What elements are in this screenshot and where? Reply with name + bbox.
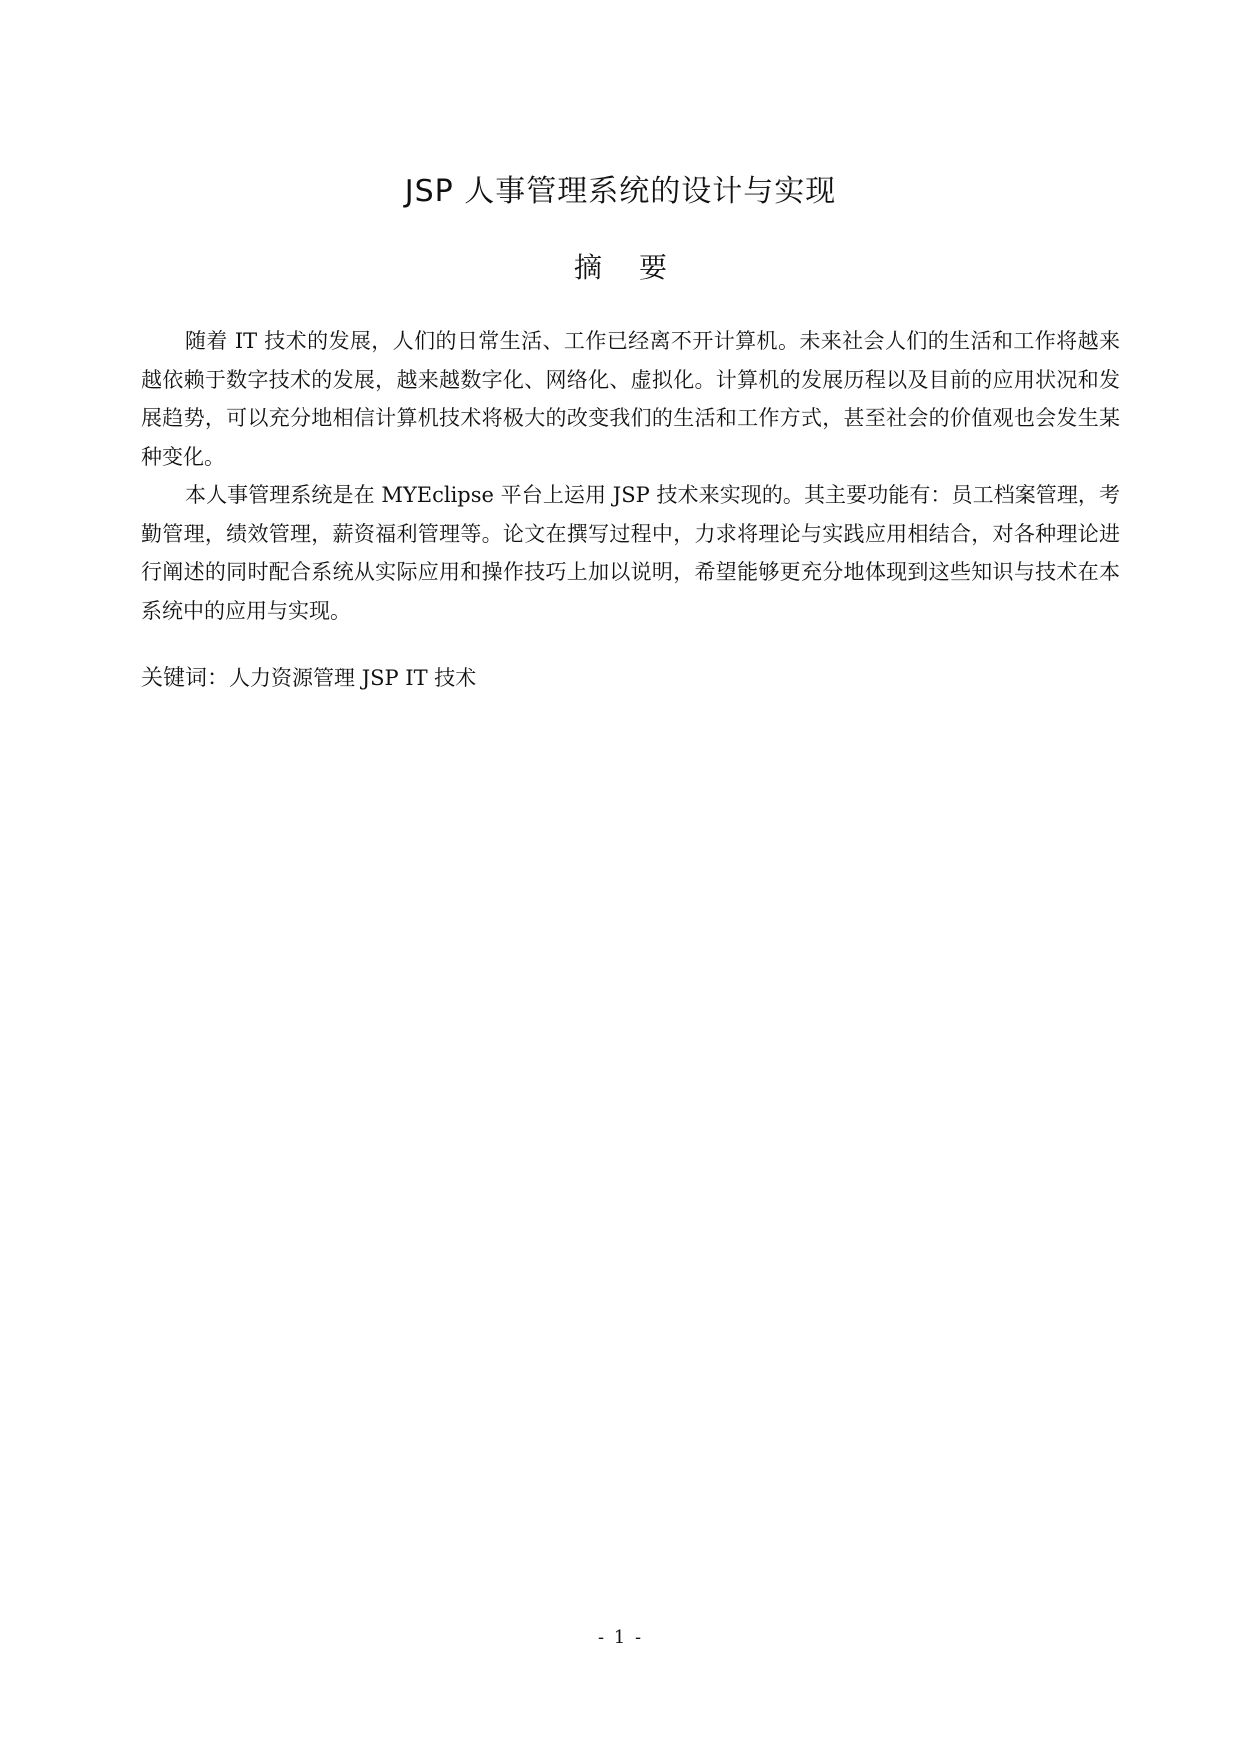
keywords-value: 人力资源管理 JSP IT 技术 xyxy=(229,666,477,690)
document-title: JSP 人事管理系统的设计与实现 xyxy=(404,174,837,209)
abstract-body xyxy=(141,322,1120,630)
keywords-line xyxy=(141,660,1120,697)
abstract-paragraph: 本人事管理系统是在 MYEclipse 平台上运用 JSP 技术来实现的。其主要功能有：员工档案管理，考勤管理，绩效管理，薪资福利管理等。论文在撰写过程中，力求将理论与实践应用相结合，对各种理论进行阐述的同时配合系统从实际应用和操作技巧上加以说明，希望能够更充分地体现到这些知识与技术在本系统中的应用与实现。 xyxy=(141,483,1120,623)
keywords-label: 关键词： xyxy=(141,666,230,691)
abstract-paragraph: 随着 IT 技术的发展，人们的日常生活、工作已经离不开计算机。未来社会人们的生活和工作将越来越依赖于数字技术的发展，越来越数字化、网络化、虚拟化。计算机的发展历程以及目前的应用状况和发展趋势，可以充分地相信计算机技术将极大的改变我们的生活和工作方式，甚至社会的价值观也会发生某种变化。 xyxy=(141,329,1120,469)
abstract-heading: 摘 要 xyxy=(574,251,681,284)
page-number: - 1 - xyxy=(597,1627,644,1648)
